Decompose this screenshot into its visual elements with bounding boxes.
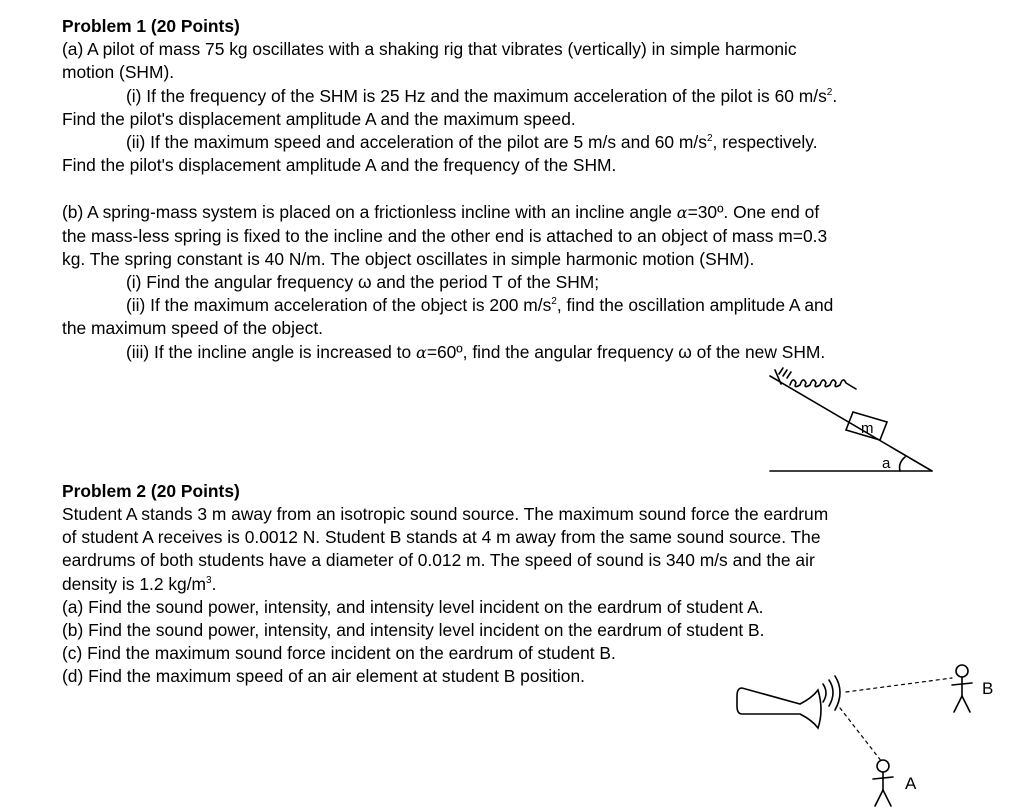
student-b-label: B: [982, 679, 994, 698]
path-to-a: [840, 708, 882, 762]
p1b-line3: kg. The spring constant is 40 N/m. The object oscillates in simple harmonic motion (SHM).: [62, 248, 755, 269]
mass-label: m: [861, 420, 874, 437]
student-a-label: A: [905, 774, 917, 793]
p1a-ii-line2: Find the pilot's displacement amplitude A and the frequency of the SHM.: [62, 155, 617, 176]
student-b-icon: [952, 665, 972, 712]
problem1-title: Problem 1 (20 Points): [62, 16, 240, 36]
p2-question-b: (b) Find the sound power, intensity, and intensity level incident on the eardrum of student B.: [62, 620, 765, 641]
p2-line1: Student A stands 3 m away from an isotropic sound source. The maximum sound force the eardrum: [62, 504, 829, 525]
p2-line4: density is 1.2 $kg/m^3$.: [62, 573, 217, 594]
problem2-title: Problem 2 (20 Points): [62, 480, 240, 501]
p2-question-c: (c) Find the maximum sound force incident on the eardrum of student B.: [62, 643, 616, 664]
path-to-b: [846, 678, 952, 692]
p1b-ii-line2: the maximum speed of the object.: [62, 318, 323, 339]
p2-question-a: (a) Find the sound power, intensity, and intensity level incident on the eardrum of student A.: [62, 596, 764, 617]
angle-label: a: [882, 455, 891, 472]
p1a-i-line1: (i) If the frequency of the SHM is 25 Hz and the maximum acceleration of the pilot is 60 $m/s^2$.: [126, 85, 838, 106]
p1b-i: (i) Find the angular frequency ω and the period T of the SHM;: [126, 272, 600, 293]
student-a-icon: [873, 760, 893, 806]
sound-wave-icon: [823, 684, 826, 702]
p1b-ii-line1: (ii) If the maximum acceleration of the object is 200 $m/s^2$, find the oscillation amplitude A and: [126, 295, 834, 316]
p2-line2: of student A receives is 0.0012 N. Student B stands at 4 m away from the same sound source. The: [62, 527, 821, 548]
p1b-line1: (b) A spring-mass system is placed on a frictionless incline with an incline angle α=30º. One end of: [62, 202, 820, 223]
p2-question-d: (d) Find the maximum speed of an air element at student B position.: [62, 666, 585, 687]
p1b-iii: (iii) If the incline angle is increased to α=60º, find the angular frequency ω of the new SHM.: [126, 341, 826, 362]
p1b-line2: the mass-less spring is fixed to the incline and the other end is attached to an object of mass m=0.3: [62, 225, 828, 246]
p1a-line1: (a) A pilot of mass 75 kg oscillates with a shaking rig that vibrates (vertically) in simple harmonic: [62, 39, 797, 60]
p1a-ii-line1: (ii) If the maximum speed and acceleration of the pilot are 5 m/s and 60 $m/s^2$, respectively.: [126, 132, 818, 153]
p1a-i-line2: Find the pilot's displacement amplitude A and the maximum speed.: [62, 108, 576, 129]
speaker-icon: [737, 688, 821, 728]
p1a-line2: motion (SHM).: [62, 62, 175, 83]
p2-line3: eardrums of both students have a diameter of 0.012 m. The speed of sound is 340 m/s and the air: [62, 550, 815, 571]
